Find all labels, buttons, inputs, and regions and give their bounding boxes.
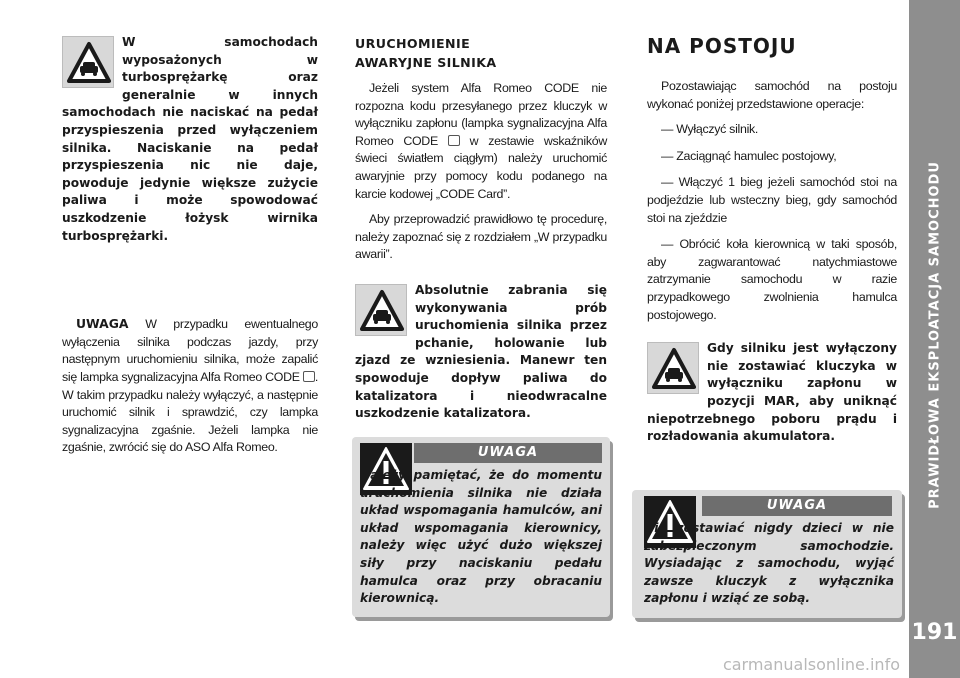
column-3	[647, 34, 897, 446]
push-start-warning-text: Absolutnie zabrania się wykonywania prób uruchomienia silnika przez pchanie, holowanie lub zjazd ze wzniesienia. Manewr ten spowoduje dopływ paliwa do katalizatora i nieodwracalne uszkodzenie katalizatora.	[355, 282, 607, 421]
parking-intro: Pozostawiając samochód na postoju wykonać poniżej przedstawione operacje:	[647, 79, 897, 111]
heading-line-1: URUCHOMIENIE	[355, 36, 471, 51]
uwaga-text	[360, 467, 602, 608]
note-code-lamp	[62, 315, 318, 457]
list-item: — Zaciągnąć hamulec postojowy,	[661, 148, 837, 163]
uwaga-callout-brakes	[352, 437, 610, 617]
car-warning-triangle-icon	[62, 36, 114, 88]
turbo-warning-text: W samochodach wyposażonych w turbosprężarkę oraz generalnie w innych samochodach nie naciskać na pedał przyspieszenia przed wyłączeniem silnika. Naciskanie na pedał przyspieszenia nic nie daje, powoduje jedynie większe zużycie paliwa i może spowodować uszkodzenie łożysk wirnika turbosprężarki.	[62, 35, 318, 243]
para2: Aby przeprowadzić prawidłowo tę procedurę, należy zapoznać się z rozdziałem „W przypadku awarii”.	[355, 212, 607, 262]
note-text-b: . W takim przypadku należy wyłączyć, a następnie uruchomić silnik i sprawdzić, czy lampka sygnalizacyjna zgaśnie. Jeżeli lampka nie zgaśnie, zwrócić się do ASO Alfa Romeo.	[62, 369, 318, 455]
code-key-lamp-icon	[448, 135, 460, 146]
emergency-start-body	[355, 80, 607, 264]
code-key-lamp-icon	[303, 371, 315, 382]
section-title-vertical: PRAWIDŁOWA EKSPLOATACJA SAMOCHODU	[927, 161, 943, 509]
note-text-a: W przypadku ewentualnego wyłączenia silnika podczas jazdy, przy następnym uruchomieniu silnika, może zapalić się lampka sygnalizacyjna Alfa Romeo CODE	[62, 317, 318, 384]
uwaga-text	[644, 520, 894, 608]
page-number: 191	[911, 620, 958, 645]
key-warning-text: Gdy silniku jest wyłączony nie zostawiać kluczyka w wyłączniku zapłonu w pozycji MAR, aby uniknąć niepotrzebnego poboru prądu i rozładowania akumulatora.	[647, 341, 897, 444]
list-item: — Wyłączyć silnik.	[661, 122, 759, 137]
emergency-start-heading	[355, 34, 607, 72]
list-item: — Obrócić koła kierownicą w taki sposób, aby zagwarantować natychmiastowe zatrzymanie samochodu w razie przypadkowego zwolnienia hamulca postojowego.	[647, 237, 897, 322]
car-warning-triangle-icon	[647, 342, 699, 394]
heading-line-2: AWARYJNE SILNIKA	[355, 55, 497, 70]
car-warning-triangle-icon	[355, 284, 407, 336]
parking-heading: NA POSTOJU	[647, 34, 797, 58]
para1-a: Jeżeli system Alfa Romeo CODE nie rozpozna kodu przesyłanego przez kluczyk w wyłączniku zapłonu (lampka sygnalizacyjna Alfa Romeo CODE	[355, 81, 607, 148]
uwaga-label: UWAGA	[414, 443, 602, 463]
uwaga-text-content: Nie zostawiać nigdy dzieci w nie zabezpieczonym samochodzie. Wysiadając z samochodu, wyjąć zawsze kluczyk z wyłącznika zapłonu i wziąć ze sobą.	[644, 521, 894, 606]
note-label: UWAGA	[76, 316, 129, 332]
para1-b: w zestawie wskaźników świeci światłem ciągłym) należy uruchomić awaryjnie przy pomocy kodu podanego na karcie kodowej „CODE Card”.	[355, 133, 607, 201]
column-2	[355, 34, 607, 423]
uwaga-text-content: Należy pamiętać, że do momentu uruchomienia silnika nie działa układ wspomagania hamulców, ani układ wspomagania kierownicy, należy więc użyć dużo większej siły przy naciskaniu pedału hamulca oraz przy obracaniu kierownicą.	[360, 468, 602, 606]
parking-body	[647, 78, 897, 324]
key-warning	[647, 340, 897, 446]
uwaga-callout-children	[632, 490, 902, 618]
push-start-warning	[355, 282, 607, 423]
turbo-warning	[62, 34, 318, 245]
watermark: carmanualsonline.info	[722, 655, 900, 674]
uwaga-label: UWAGA	[702, 496, 892, 516]
column-1	[62, 34, 318, 465]
list-item: — Włączyć 1 bieg jeżeli samochód stoi na podjeździe lub wsteczny bieg, gdy samochód stoi na zjeździe	[647, 175, 897, 225]
